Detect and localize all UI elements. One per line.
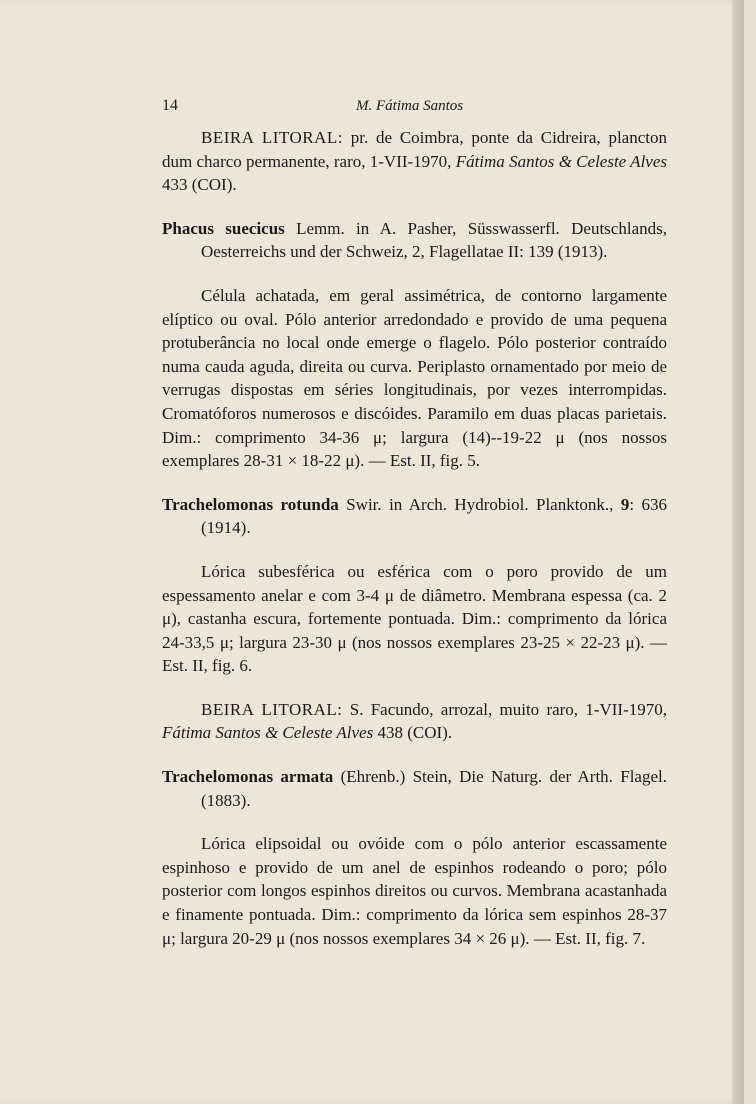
record-beira-litoral-1 — [162, 126, 667, 197]
taxon-name: Trachelomonas armata — [162, 767, 334, 787]
description-rotunda: Lórica subesférica ou esférica com o poro provido de um espessamento anelar e com 3-4 μ de diâmetro. Membrana espessa (ca. 2 μ), castanha escura, fortemente pontuada. Dim.: comprimento da lórica 24-33,5 μ; largura 23-30 μ (nos nossos exemplares 23-25 × 22-23 μ). — Est. II, fig. 6. — [162, 561, 667, 676]
collectors: Fátima Santos & Celeste Alves — [455, 151, 667, 171]
record-tail: 433 (COI). — [162, 175, 237, 195]
taxon-trachelomonas-rotunda — [162, 493, 667, 540]
region-label: BEIRA LITORAL: — [201, 699, 343, 719]
taxon-citation: Swir. in Arch. Hydrobiol. Planktonk., — [338, 494, 621, 514]
page-body — [162, 126, 667, 950]
taxon-citation: (Ehrenb.) Stein, Die Naturg. der Arth. Flagel. (1883). — [201, 767, 667, 810]
record-beira-litoral-2 — [162, 698, 667, 745]
region-label: BEIRA LITORAL: — [201, 128, 343, 147]
taxon-citation: Lemm. in A. Pasher, Süsswasserfl. Deutschlands, Oesterreichs und der Schweiz, 2, Flagellatae II: 139 (1913). — [201, 218, 667, 262]
page-number: 14 — [162, 97, 178, 114]
taxon-trachelomonas-armata — [162, 765, 667, 812]
taxon-name: Phacus suecicus — [162, 218, 285, 238]
collectors: Fátima Santos & Celeste Alves — [162, 723, 374, 743]
taxon-phacus-suecicus — [162, 217, 667, 264]
running-title: M. Fátima Santos — [356, 98, 464, 114]
page-edge — [732, 0, 744, 1104]
record-text: S. Facundo, arrozal, muito raro, 1-VII-1970, — [342, 699, 668, 719]
description-armata: Lórica elipsoidal ou ovóide com o pólo anterior escassamente espinhoso e provido de um anel de espinhos rodeando o poro; pólo posterior com longos espinhos direitos ou curvos. Membrana acastanhada e finamente pontuada. Dim.: comprimento da lórica sem espinhos 28-37 μ; largura 20-29 μ (nos nossos exemplares 34 × 26 μ). — Est. II, fig. 7. — [162, 834, 667, 948]
record-tail: 438 (COI). — [373, 723, 453, 743]
description-phacus: Célula achatada, em geral assimétrica, de contorno largamente elíptico ou oval. Pólo anterior arredondado e provido de uma pequena protuberância no local onde emerge o flagelo. Pólo posterior contraído numa cauda aguda, direita ou curva. Periplasto ornamentado por meio de verrugas dispostas em séries longitudinais, por vezes interrompidas. Cromatóforos numerosos e discóides. Paramilo em duas placas parietais. Dim.: comprimento 34-36 μ; largura (14)--19-22 μ (nos nossos exemplares 28-31 × 18-22 μ). — Est. II, fig. 5. — [162, 285, 667, 471]
citation-tail: : 636 (1914). — [201, 494, 668, 538]
taxon-name: Trachelomonas rotunda — [162, 494, 339, 514]
volume-number: 9 — [620, 494, 630, 514]
record-text: pr. de Coimbra, ponte da Cidreira, plancton dum charco permanente, raro, 1-VII-1970, — [162, 128, 667, 171]
